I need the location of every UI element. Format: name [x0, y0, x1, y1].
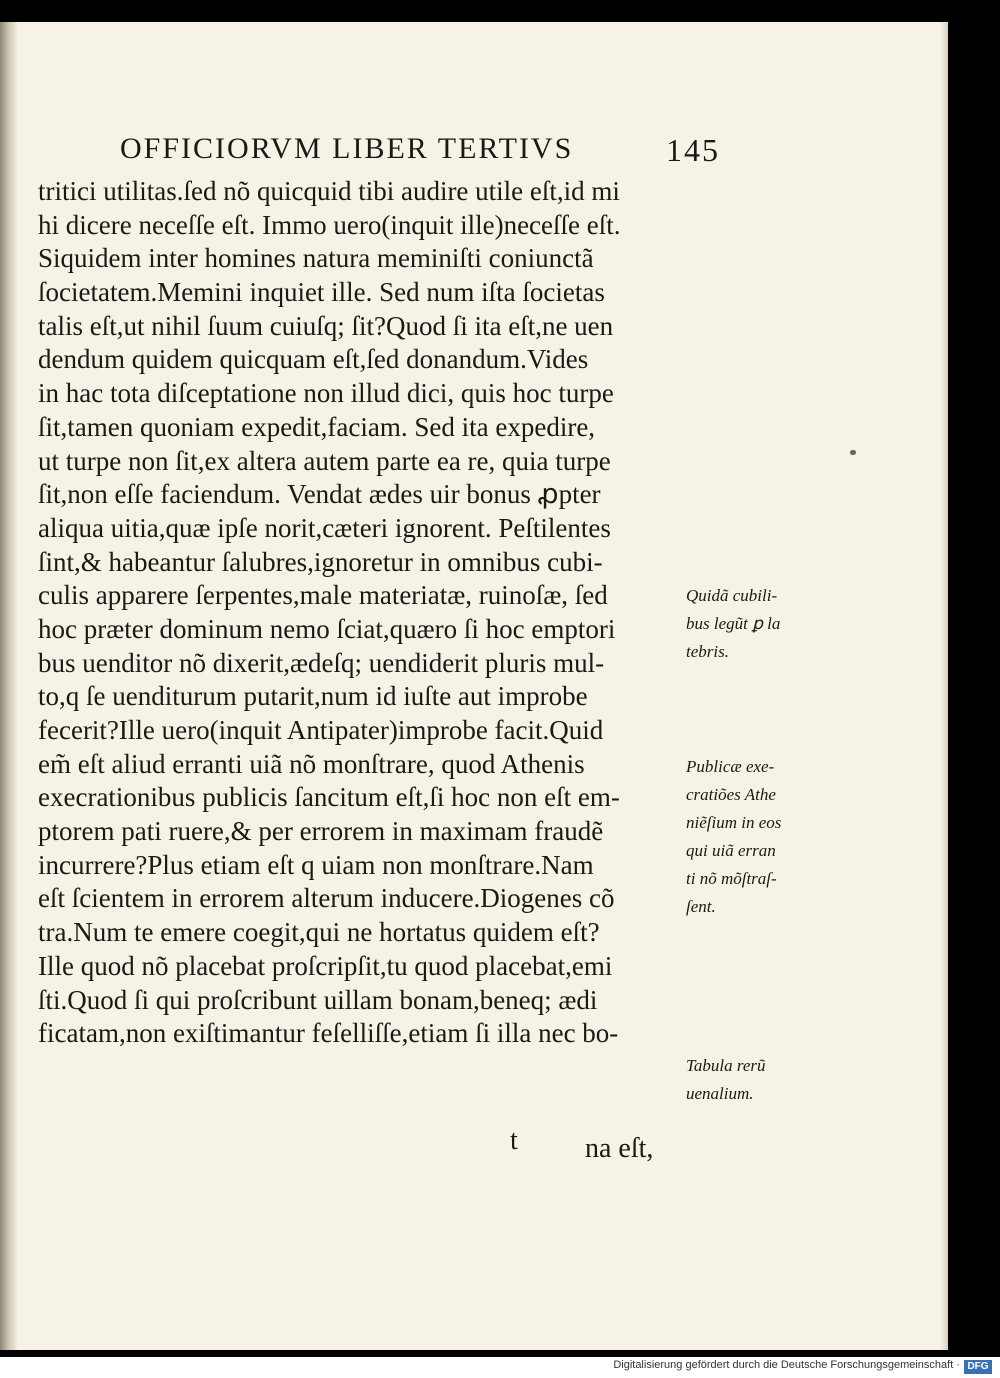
- text-line: ſit,tamen quoniam expedit,faciam. Sed ita expedire,: [38, 411, 596, 442]
- main-text-block: [38, 175, 718, 1051]
- marginal-note: [686, 582, 831, 666]
- text-line: aliqua uitia,quæ ipſe norit,cæteri ignorent. Peſtilentes: [38, 512, 611, 543]
- note-line: Quidã cubili-: [686, 586, 778, 605]
- text-line: ſti.Quod ſi qui proſcribunt uillam bonam,beneq; ædi: [38, 984, 598, 1015]
- text-line: execrationibus publicis ſancitum eſt,ſi hoc non eſt em-: [38, 782, 620, 813]
- text-line: ſocietatem.Memini inquiet ille. Sed num iſta ſocietas: [38, 277, 605, 308]
- dfg-logo-icon: DFG: [964, 1360, 992, 1374]
- text-line: incurrere?Plus etiam eſt q uiam non monſtrare.Nam: [38, 849, 594, 880]
- text-line: Siquidem inter homines natura meminiſti coniunctã: [38, 243, 594, 274]
- text-line: Ille quod nõ placebat proſcripſit,tu quod placebat,emi: [38, 950, 613, 981]
- text-line: bus uenditor nõ dixerit,ædeſq; uendiderit pluris mul-: [38, 647, 605, 678]
- note-line: uenalium.: [686, 1084, 754, 1103]
- page-edge: [940, 22, 948, 1350]
- text-line: hi dicere neceſſe eſt. Immo uero(inquit ille)neceſſe eſt.: [38, 209, 621, 240]
- text-line: ficatam,non exiſtimantur feſelliſſe,etiam ſi illa nec bo-: [38, 1018, 619, 1049]
- text-line: dendum quidem quicquam eſt,ſed donandum.Vides: [38, 344, 589, 375]
- footer-credit: Digitalisierung gefördert durch die Deutsche Forschungsgemeinschaft ·: [613, 1359, 960, 1371]
- text-line: hoc præter dominum nemo ſciat,quæro ſi hoc emptori: [38, 613, 616, 644]
- note-line: bus legũt ꝑ la: [686, 614, 781, 633]
- page-number: 145: [666, 132, 720, 168]
- catchword-line: [500, 1125, 700, 1165]
- signature-mark: t: [510, 1125, 518, 1156]
- catchword: na eſt,: [585, 1133, 654, 1164]
- text-line: tra.Num te emere coegit,qui ne hortatus quidem eſt?: [38, 917, 600, 948]
- text-line: in hac tota diſceptatione non illud dici, quis hoc turpe: [38, 378, 614, 409]
- note-line: tebris.: [686, 642, 729, 661]
- ink-spot: [850, 450, 856, 455]
- running-head: [120, 132, 720, 172]
- running-title: OFFICIORVM LIBER TERTIVS: [120, 132, 574, 165]
- note-line: Tabula rerũ: [686, 1056, 766, 1075]
- text-line: fecerit?Ille uero(inquit Antipater)improbe facit.Quid: [38, 715, 604, 745]
- text-line: eſt ſcientem in errorem alterum inducere.Diogenes cõ: [38, 883, 615, 914]
- text-line: tritici utilitas.ſed nõ quicquid tibi audire utile eſt,id mi: [38, 176, 620, 206]
- marginal-note: [686, 753, 831, 921]
- note-line: cratiões Athe: [686, 785, 776, 804]
- text-line: ſit,non eſſe faciendum. Vendat ædes uir bonus ꝓpter: [38, 479, 601, 510]
- marginal-note: [686, 1052, 831, 1108]
- text-line: to,q ſe uenditurum putarit,num id iuſte aut improbe: [38, 681, 588, 712]
- note-line: ſent.: [686, 897, 716, 916]
- note-line: qui uiã erran: [686, 841, 776, 860]
- note-line: Publicæ exe-: [686, 757, 775, 776]
- text-line: ſint,& habeantur ſalubres,ignoretur in omnibus cubi-: [38, 546, 603, 577]
- text-line: ptorem pati ruere,& per errorem in maximam fraudẽ: [38, 816, 604, 847]
- note-line: niẽſium in eos: [686, 813, 782, 832]
- text-line: em̃ eſt aliud erranti uiã nõ monſtrare, quod Athenis: [38, 748, 585, 779]
- footer-bar: [0, 1357, 1000, 1378]
- text-line: talis eſt,ut nihil ſuum cuiuſq; ſit?Quod ſi ita eſt,ne uen: [38, 310, 614, 341]
- note-line: ti nõ mõſtraſ-: [686, 869, 777, 888]
- text-line: ut turpe non ſit,ex altera autem parte ea re, quia turpe: [38, 445, 611, 476]
- text-line: culis apparere ſerpentes,male materiatæ, ruinoſæ, ſed: [38, 580, 608, 611]
- page-gutter-shadow: [0, 22, 18, 1350]
